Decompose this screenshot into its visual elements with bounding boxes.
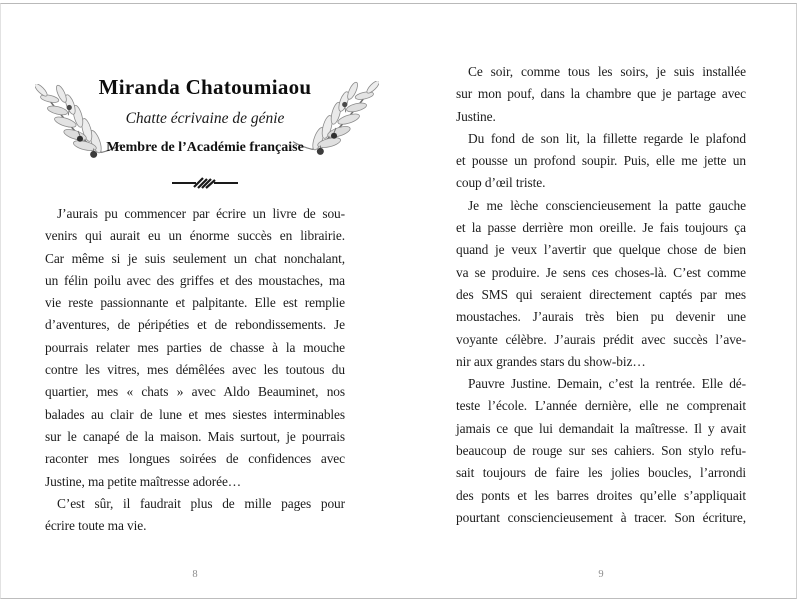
paragraph <box>456 128 746 195</box>
text-line: sur le canapé de la maison. Mais surtout, je pourrais <box>45 428 345 444</box>
text-line: J’aurais pu commencer par écrire un livre de sou- <box>57 206 345 221</box>
text-line: vie reste passionnante et palpitante. Elle est remplie <box>45 295 345 311</box>
text-line: Je me lèche consciencieusement la patte gauche <box>468 197 746 213</box>
page-left <box>1 4 401 598</box>
paragraph <box>456 61 746 128</box>
chapter-title: Miranda Chatoumiaou <box>98 75 312 99</box>
text-line: un félin poilu avec des griffes et des moustaches, ma <box>45 272 345 288</box>
chapter-subtitle: Chatte écrivaine de génie <box>125 110 285 127</box>
chapter-affiliation: Membre de l’Académie française <box>106 140 304 155</box>
text-line: contre les vitres, mes démêlées avec les toutous du <box>45 362 345 378</box>
text-line: et la passe derrière mon oreille. Je fais toujours ça <box>456 220 746 236</box>
paragraph <box>456 195 746 373</box>
text-line: jamais ce que lui demandait la maîtresse. Il y avait <box>456 420 746 436</box>
page-number-right: 9 <box>598 569 604 580</box>
paragraph <box>45 203 345 493</box>
text-line: moustaches. J’aurais très bien pu devenir une <box>456 309 746 325</box>
text-line: des SMS qui seraient directement captés par mes <box>456 286 746 302</box>
text-line: va se produire. Je sens ces choses-là. C’est comme <box>456 264 746 280</box>
text-line: Ce soir, comme tous les soirs, je suis installée <box>468 64 746 79</box>
text-line: Justine, ma petite maîtresse adorée… <box>45 473 242 489</box>
text-line: d’aventures, de péripéties et de rebondissements. Je <box>45 317 345 333</box>
text-line: sait toujours de faire les jolies boucles, l’arrondi <box>456 465 746 481</box>
text-line: teste l’école. L’année dernière, elle ne comprenait <box>456 398 746 414</box>
text-line: beaucoup de rouge sur ses cahiers. Son stylo refu- <box>456 443 746 459</box>
paragraph <box>45 493 345 538</box>
text-line: Du fond de son lit, la fillette regarde le plafond <box>468 130 746 146</box>
text-line: nir aux grandes stars du show-biz… <box>456 353 646 369</box>
text-line: quartier, mes « chats » avec Aldo Beauminet, nos <box>45 384 345 400</box>
text-line: écrire toute ma vie. <box>45 518 147 534</box>
text-line: quand je veux l’avertir que quelque chose de bien <box>456 242 746 258</box>
text-line: venirs qui aurait eu un énorme succès en librairie. <box>45 228 345 244</box>
text-line: pourrais relater mes parties de chasse à la mouche <box>45 339 345 355</box>
rope-divider-icon <box>55 176 355 195</box>
text-line: C’est sûr, il faudrait plus de mille pages pour <box>57 495 345 511</box>
text-line: sur mon pouf, dans la chambre que je partage avec <box>456 86 746 102</box>
text-line: voyante célèbre. J’aurais prédit avec succès l’ave- <box>456 331 746 347</box>
text-line: coup d’œil triste. <box>456 175 546 191</box>
page-left-body <box>45 203 345 537</box>
text-line: Pauvre Justine. Demain, c’est la rentrée. Elle dé- <box>468 376 746 392</box>
page-frame <box>0 3 797 599</box>
text-line: Justine. <box>456 108 496 124</box>
text-line: pourtant consciencieusement à tracer. Son écriture, <box>456 509 746 525</box>
text-line: et pousse un profond soupir. Puis, elle me jette un <box>456 153 746 169</box>
paragraph <box>456 373 746 529</box>
page-right <box>401 4 796 598</box>
page-number-left: 8 <box>192 569 198 580</box>
text-line: Car même si je suis seulement un chat nonchalant, <box>45 250 345 266</box>
text-line: raconter mes longues soirées de confidences avec <box>45 451 345 467</box>
text-line: des ponts et les barres droites qu’elle s’appliquait <box>456 487 746 503</box>
page-right-body <box>456 61 746 529</box>
text-line: balades au clair de lune et mes siestes interminables <box>45 406 345 422</box>
